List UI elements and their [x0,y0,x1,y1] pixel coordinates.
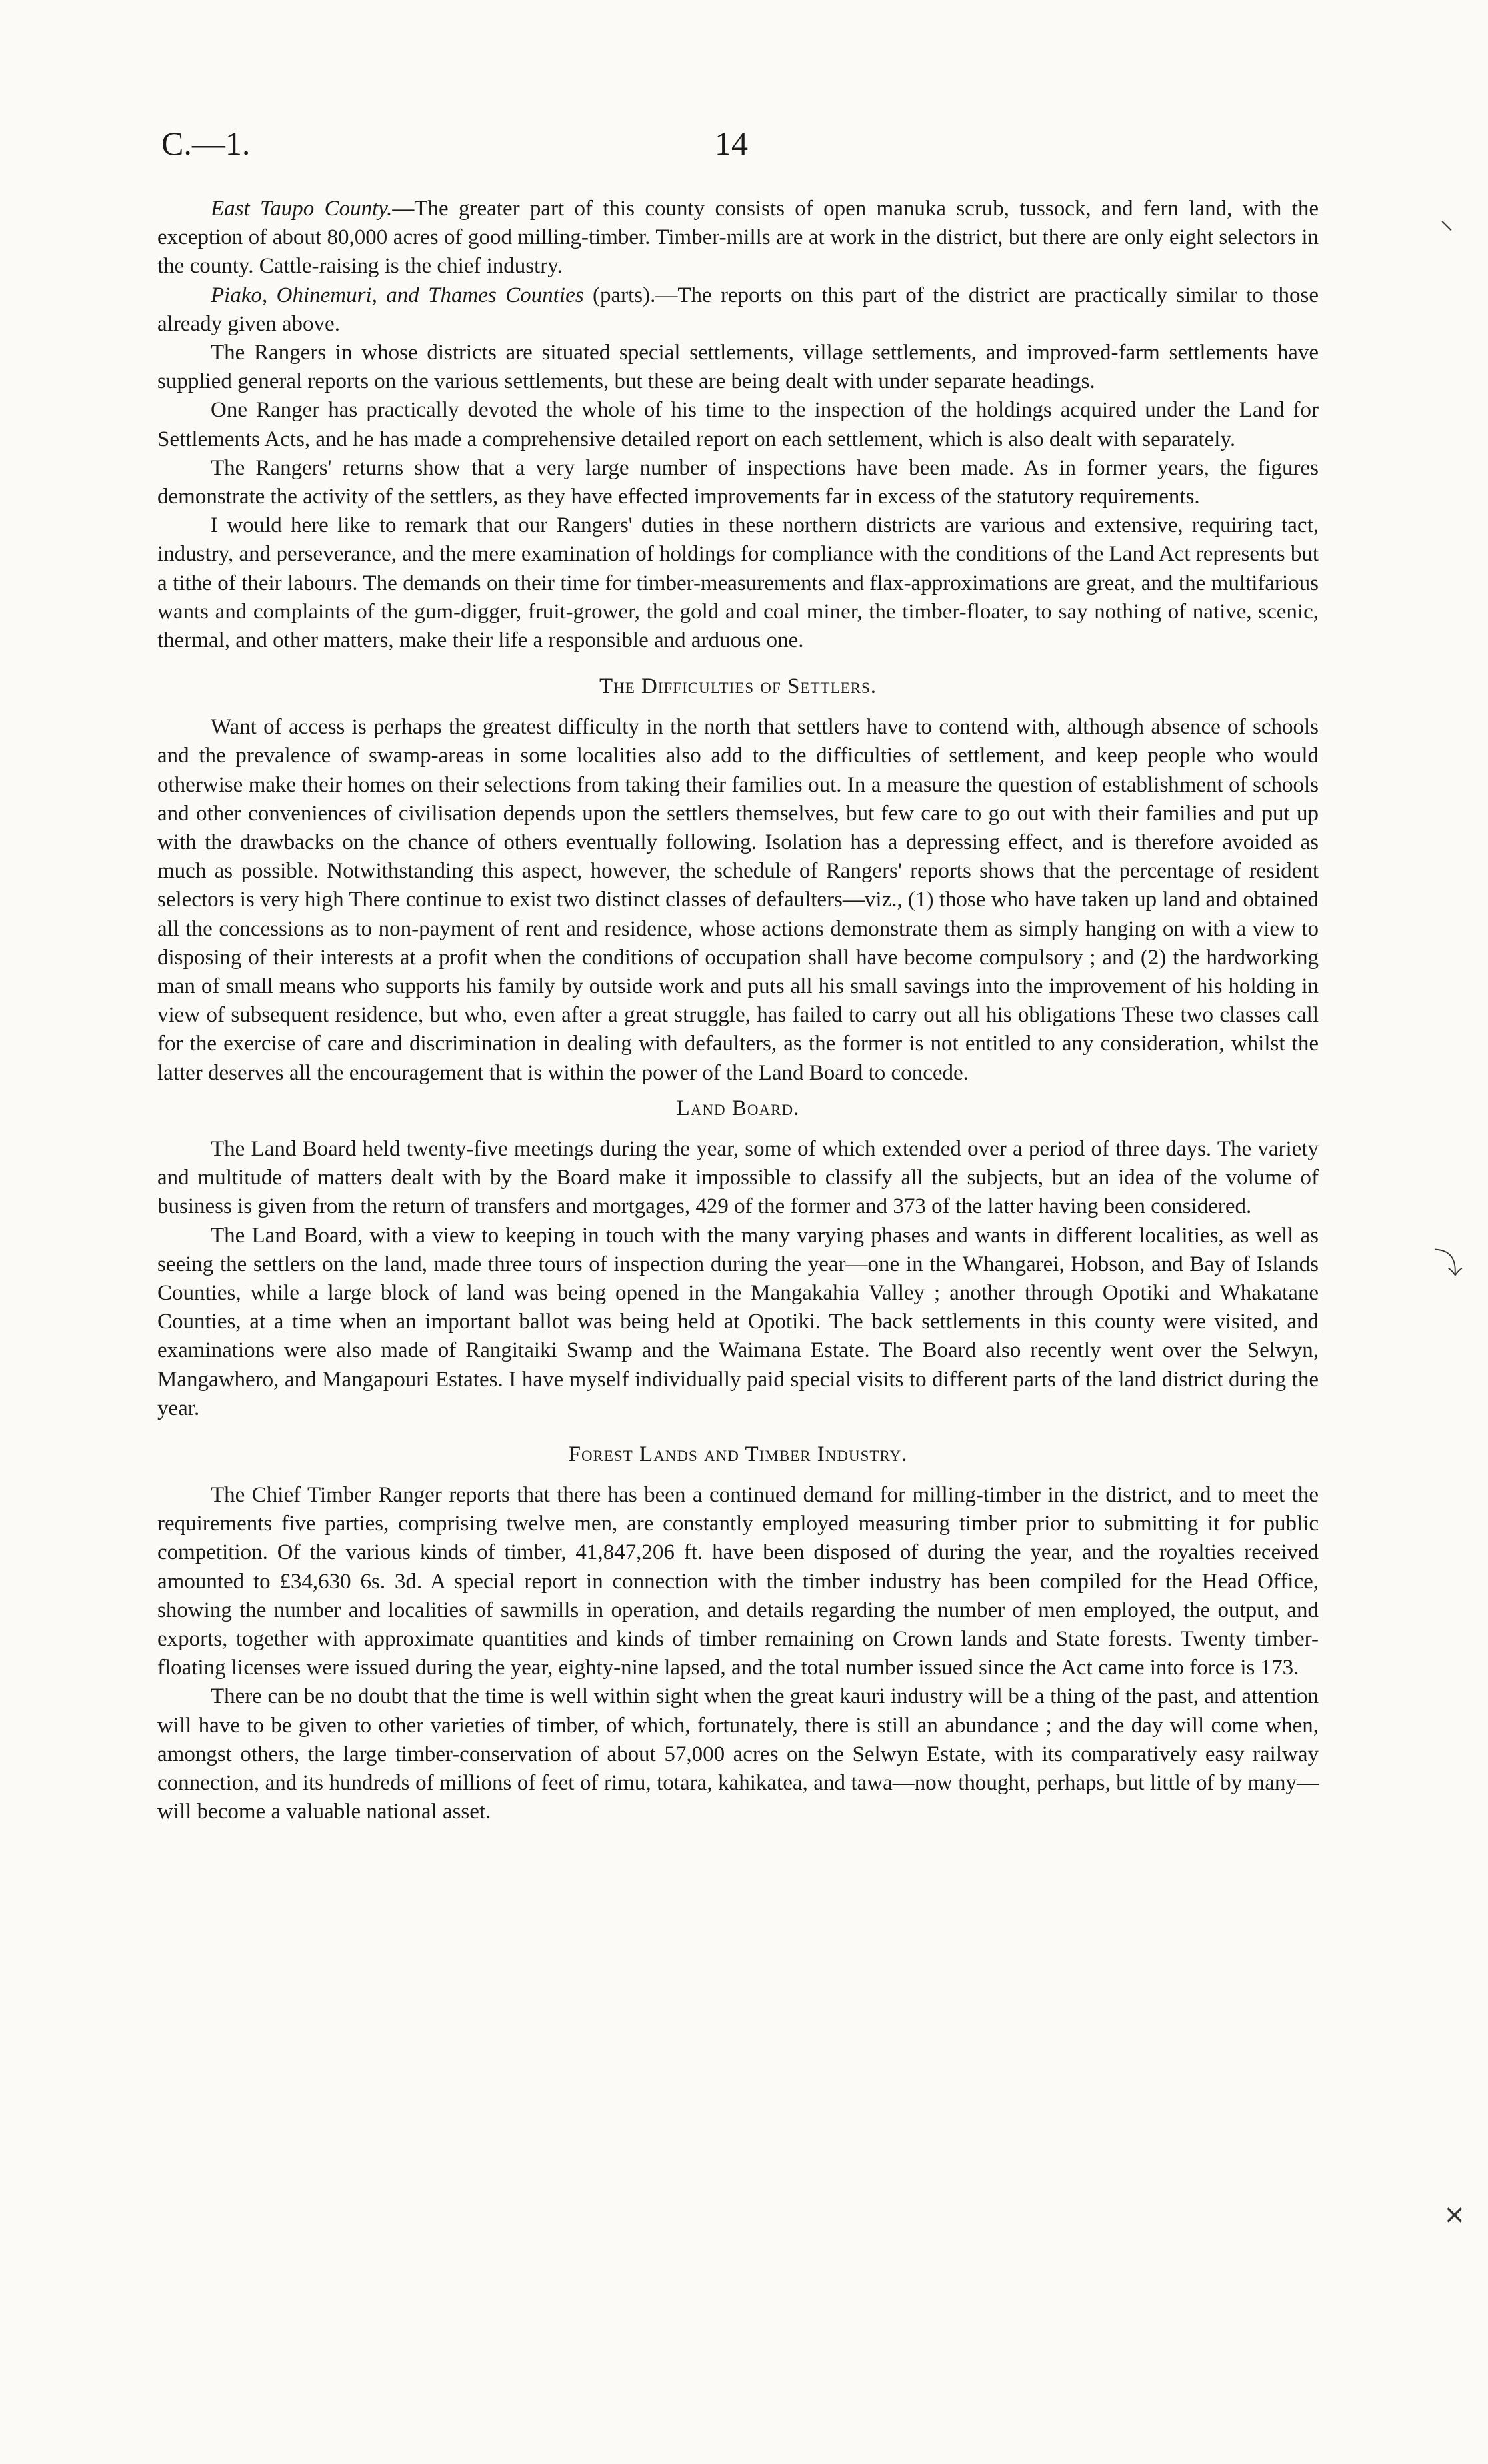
paragraph: One Ranger has practically devoted the whole of his time to the inspection of the holdings acquired under the Land for Settlements Acts, and he has made a comprehensive detailed report on each settlement, which is also dealt with separately. [157,398,1319,451]
paragraph-lead: East Taupo County. [211,197,393,221]
paragraph-text: —The greater part of this county consists of open manuka scrub, tussock, and fern land, with the exception of about 80,000 acres of good milling-timber. Timber-mills are at work in the district, but there are only eight selectors in the county. Cattle-raising is the chief industry. [157,197,1319,279]
body-text [157,195,1319,1826]
paragraph: The Rangers' returns show that a very large number of inspections have been made. As in former years, the figures demonstrate the activity of the settlers, as they have effected improvements far in excess of the statutory requirements. [157,455,1319,509]
paragraph: Want of access is perhaps the greatest difficulty in the north that settlers have to contend with, although absence of schools and the prevalence of swamp-areas in some localities also add to the difficulties of settlement, and keep people who would otherwise make their homes on their selections from taking their families out. In a measure the question of establishment of schools and other conveniences of civilisation depends upon the settlers themselves, but few care to go out with their families and put up with the drawbacks on the chance of others eventually following. Isolation has a depressing effect, and is therefore avoided as much as possible. Notwithstanding this aspect, however, the schedule of Rangers' reports shows that the percentage of resident selectors is very high There continue to exist two distinct classes of defaulters—viz., (1) those who have taken up land and obtained all the concessions as to non-payment of rent and residence, whose actions demonstrate them as simply hanging on with a view to disposing of their interests at a profit when the conditions of occupation shall have become compulsory ; and (2) the hardworking man of small means who supports his family by outside work and puts all his small savings into the improvement of his holding in view of subsequent residence, but who, even after a great struggle, has failed to carry out all his obligations These two classes call for the exercise of care and discrimination in dealing with defaulters, as the former is not entitled to any consideration, whilst the latter deserves all the encouragement that is within the power of the Land Board to concede. [157,715,1319,1085]
section-heading-land-board: Land Board. [676,1096,800,1120]
page-number: 14 [715,125,748,162]
paragraph: I would here like to remark that our Rangers' duties in these northern districts are various and extensive, requiring tact, industry, and perseverance, and the mere examination of holdings for compliance with the conditions of the Land Act represents but a tithe of their labours. The demands on their time for timber-measurements and flax-approximations are great, and the multifarious wants and complaints of the gum-digger, fruit-grower, the gold and coal miner, the timber-floater, to say nothing of native, scenic, thermal, and other matters, make their life a responsible and arduous one. [157,513,1319,653]
paragraph: The Land Board held twenty-five meetings during the year, some of which extended over a period of three days. The variety and multitude of matters dealt with by the Board make it impossible to classify all the subjects, but an idea of the volume of business is given from the return of transfers and mortgages, 429 of the former and 373 of the latter having been considered. [157,1136,1319,1219]
section-heading-forest-lands: Forest Lands and Timber Industry. [568,1442,908,1466]
section-heading-difficulties: The Difficulties of Settlers. [599,674,877,699]
paragraph-lead: Piako, Ohinemuri, and Thames Counties [211,283,584,307]
document-code: C.—1. [161,125,251,162]
paragraph [157,281,1319,339]
margin-arrow-icon: ⤵ [1433,1247,1463,1281]
margin-cross-icon: ⨯ [1443,2199,1466,2230]
paragraph: The Rangers in whose districts are situated special settlements, village settlements, and improved-farm settlements have supplied general reports on the various settlements, but these are being dealt with under separate headings. [157,341,1319,394]
paragraph-text: (parts).—The reports on this part of the district are practically similar to those already given above. [157,283,1319,336]
paragraph [157,195,1319,281]
margin-mark-icon: ⸜ [1440,205,1453,235]
paragraph: There can be no doubt that the time is well within sight when the great kauri industry will be a thing of the past, and attention will have to be given to other varieties of timber, of which, fortunately, there is still an abundance ; and the day will come when, amongst others, the large timber-conservation of about 57,000 acres on the Selwyn Estate, with its comparatively easy railway connection, and its hundreds of millions of feet of rimu, totara, kahikatea, and tawa—now thought, perhaps, but little of by many—will become a valuable national asset. [157,1684,1319,1824]
paragraph: The Land Board, with a view to keeping in touch with the many varying phases and wants in different localities, as well as seeing the settlers on the land, made three tours of inspection during the year—one in the Whangarei, Hobson, and Bay of Islands Counties, while a large block of land was being opened in the Mangakahia Valley ; another through Opotiki and Whakatane Counties, at a time when an important ballot was being held at Opotiki. The back settlements in this county were visited, and examinations were also made of Rangitaiki Swamp and the Waimana Estate. The Board also recently went over the Selwyn, Mangawhero, and Mangapouri Estates. I have myself individually paid special visits to different parts of the land district during the year. [157,1223,1319,1420]
paragraph: The Chief Timber Ranger reports that there has been a continued demand for milling-timber in the district, and to meet the requirements five parties, comprising twelve men, are constantly employed measuring timber prior to submitting it for public competition. Of the various kinds of timber, 41,847,206 ft. have been disposed of during the year, and the royalties received amounted to £34,630 6s. 3d. A special report in connection with the timber industry has been compiled for the Head Office, showing the number and localities of sawmills in operation, and details regarding the number of men employed, the output, and exports, together with approximate quantities and kinds of timber remaining on Crown lands and State forests. Twenty timber-floating licenses were issued during the year, eighty-nine lapsed, and the total number issued since the Act came into force is 173. [157,1482,1319,1680]
